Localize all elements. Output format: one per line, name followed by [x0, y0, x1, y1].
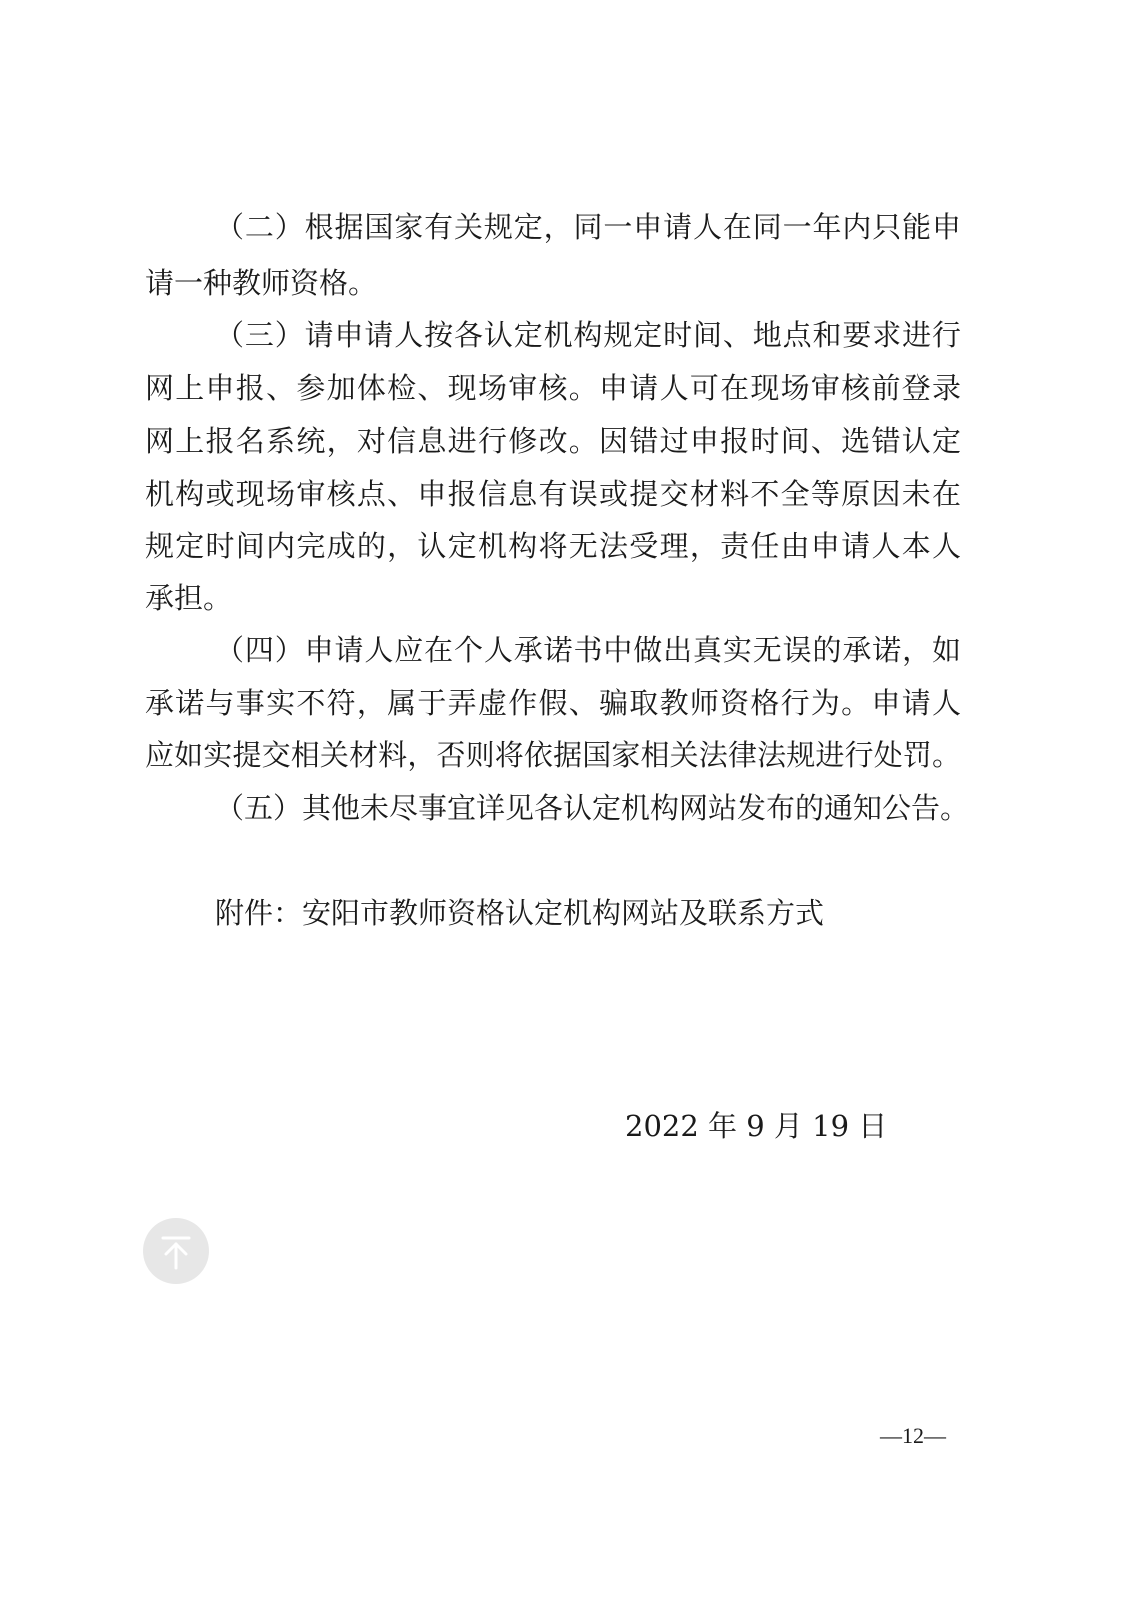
- paragraph-4-line-2: 承诺与事实不符，属于弄虚作假、骗取教师资格行为。申请人: [145, 686, 961, 720]
- paragraph-3-line-2: 网上申报、参加体检、现场审核。申请人可在现场审核前登录: [145, 371, 961, 405]
- paragraph-3-line-6: 承担。: [145, 581, 233, 615]
- paragraph-4-line-1: （四）申请人应在个人承诺书中做出真实无误的承诺，如: [215, 633, 961, 667]
- attachment-line: 附件：安阳市教师资格认定机构网站及联系方式: [215, 896, 825, 930]
- paragraph-2-line-2: 请一种教师资格。: [145, 266, 378, 300]
- paragraph-4-line-3: 应如实提交相关材料，否则将依据国家相关法律法规进行处罚。: [145, 738, 961, 772]
- page-number: —12—: [880, 1423, 946, 1448]
- paragraph-3-line-4: 机构或现场审核点、申报信息有误或提交材料不全等原因未在: [145, 477, 961, 511]
- scroll-to-top-button[interactable]: [143, 1218, 209, 1284]
- paragraph-5-line-1: （五）其他未尽事宜详见各认定机构网站发布的通知公告。: [215, 791, 970, 825]
- paragraph-2-line-1: （二）根据国家有关规定，同一申请人在同一年内只能申: [215, 210, 961, 244]
- paragraph-3-line-5: 规定时间内完成的，认定机构将无法受理，责任由申请人本人: [145, 529, 961, 563]
- paragraph-3-line-3: 网上报名系统，对信息进行修改。因错过申报时间、选错认定: [145, 424, 961, 458]
- paragraph-3-line-1: （三）请申请人按各认定机构规定时间、地点和要求进行: [215, 318, 961, 352]
- document-date: 2022 年 9 月 19 日: [625, 1109, 888, 1143]
- arrow-up-to-top-icon: [143, 1218, 209, 1284]
